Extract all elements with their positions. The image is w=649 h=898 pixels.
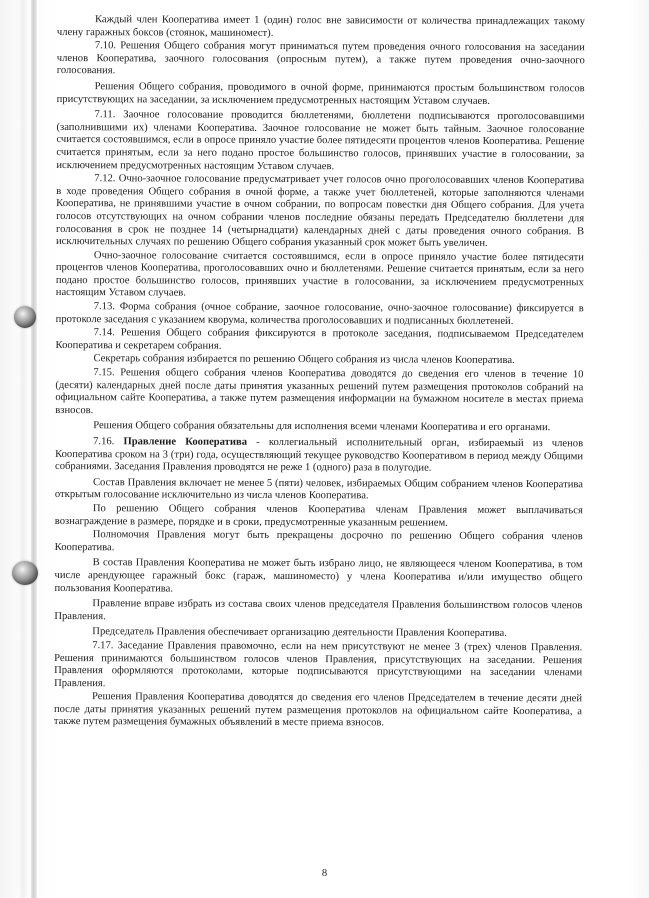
- paragraph: Правление вправе избрать из состава своих членов председателя Правления большинством голосов членов Правления.: [54, 598, 583, 622]
- paragraph-7-17: 7.17. Заседание Правления правомочно, если на нем присутствуют не менее 3 (трех) членов Правления. Решения принимаются большинством голосов членов Правления, присутствующих на заседании. Решения Правления оформляются протоколами, которые подписываются присутствующими на заседании членами Правления.: [54, 640, 583, 689]
- paragraph-7-14: 7.14. Решения Общего собрания фиксируются в протоколе заседания, подписываемом Председателем Кооператива и секретарем собрания.: [55, 327, 584, 352]
- section-text: - коллегиальный исполнительный орган, избираемый из членов Кооператива сроком на 3 (три) года, осуществляющий текущее руководство Кооперативом в период между Общими собраниями. Заседания Правления проводятся не реже 1 (одного) раза в полугодие.: [55, 436, 584, 474]
- paragraph: Секретарь собрания избирается по решению Общего собрания из числа членов Кооператива.: [93, 353, 515, 367]
- paragraph: По решению Общего собрания членов Кооператива членам Правления может выплачиваться вознаграждение в размере, порядке и в сроки, предусмотренные указанным решением.: [54, 503, 583, 529]
- paragraph: В состав Правления Кооператива не может быть избрано лицо, не являющееся членом Кооператива, в том числе арендующее гаражный бокс (гараж, машиноместо) у члена Кооператива и/или имущество общего пользования Кооператива.: [54, 557, 583, 595]
- paragraph: Решения Общего собрания обязательны для исполнения всеми членами Кооператива и его органами.: [93, 420, 551, 434]
- paragraph: Каждый член Кооператива имеет 1 (один) голос вне зависимости от количества принадлежащих такому члену гаражных боксов (стоянок, машиномест).: [56, 14, 585, 39]
- paragraph: Состав Правления включает не менее 5 (пяти) человек, избираемых Общим собранием членов Кооператива открытым голосование исключительно из числа членов Кооператива.: [54, 476, 583, 502]
- paragraph-7-11: 7.11. Заочное голосование проводится бюллетенями, бюллетени подписываются проголосовавшими (заполнившими их) членами Кооператива. Заочное голосование не может быть тайным. Заочное голосование считается состоявшимся, если в опросе приняло участие более пятидесяти процентов членов Кооператива. Решение считается принятым, если за него подано простое большинство голосов, принявших участие в голосовании, за исключением предусмотренных настоящим Уставом случаев.: [56, 109, 585, 172]
- paragraph: Полномочия Правления могут быть прекращены досрочно по решению Общего собрания членов Кооператива.: [54, 529, 583, 554]
- paragraph: Решения Правления Кооператива доводятся до сведения его членов Председателем в течение десяти дней после даты принятия указанных решений путем размещения протоколов на официальном сайте Кооператива, а также путем размещения бумажных объявлений в месте приема взносов.: [53, 691, 583, 729]
- paragraph: Председатель Правления обеспечивает организацию деятельности Правления Кооператива.: [92, 626, 507, 640]
- paragraph: Очно-заочное голосование считается состоявшимся, если в опросе приняло участие более пятидесяти процентов членов Кооператива, проголосовавших очно и бюллетенями. Решение считается принятым, если за него подано простое большинство голосов, принявших участие в голосовании, за исключением предусмотренных настоящим Уставом случаев.: [55, 249, 584, 300]
- paragraph-7-13: 7.13. Форма собрания (очное собрание, заочное голосование, очно-заочное голосование) фиксируется в протоколе заседания с указанием кворума, количества проголосовавших и подписанных бюллетеней.: [55, 301, 584, 327]
- paragraph: Решения Общего собрания, проводимого в очной форме, принимаются простым большинством голосов присутствующих на заседании, за исключением предусмотренных настоящим Уставом случаев.: [56, 81, 585, 107]
- punch-hole-icon: [12, 561, 38, 585]
- paragraph-7-16: [55, 436, 583, 476]
- page-number: 8: [321, 868, 328, 879]
- binding-shadow: [18, 0, 28, 898]
- paragraph-7-12: 7.12. Очно-заочное голосование предусматривает учет голосов очно проголосовавших членов Кооператива в ходе проведения Общего собрания в очной форме, а также учет бюллетеней, которые заполняются членами Кооператива, не принявшими участие в очном собрании, по вопросам повестки дня Общего собрания. Для учета голосов отсутствующих на очном собрании членов последние обязаны передать Председателю бюллетени для голосования в срок не позднее 14 (четырнадцати) календарных дней с даты проведения очного собрания. В исключительных случаях по решению Общего собрания указанный срок может быть увеличен.: [55, 173, 585, 249]
- paragraph-7-15: 7.15. Решения общего собрания членов Кооператива доводятся до сведения его членов в течение 10 (десяти) календарных дней после даты принятия указанных решений путем размещения протоколов собраний на официальном сайте Кооператива, а также путем размещения информации на бумажном носителе в местах приема взносов.: [55, 367, 584, 416]
- section-heading: Правление Кооператива: [123, 436, 248, 448]
- paragraph-7-10: 7.10. Решения Общего собрания могут приниматься путем проведения очного голосования на заседании членов Кооператива, заочного голосования (опросным путем), а также путем проведения очно-заочного голосования.: [56, 40, 585, 77]
- punch-hole-icon: [14, 306, 36, 328]
- section-number: 7.16.: [93, 436, 124, 448]
- binding-edge: [31, 0, 37, 898]
- document-body: [54, 14, 585, 732]
